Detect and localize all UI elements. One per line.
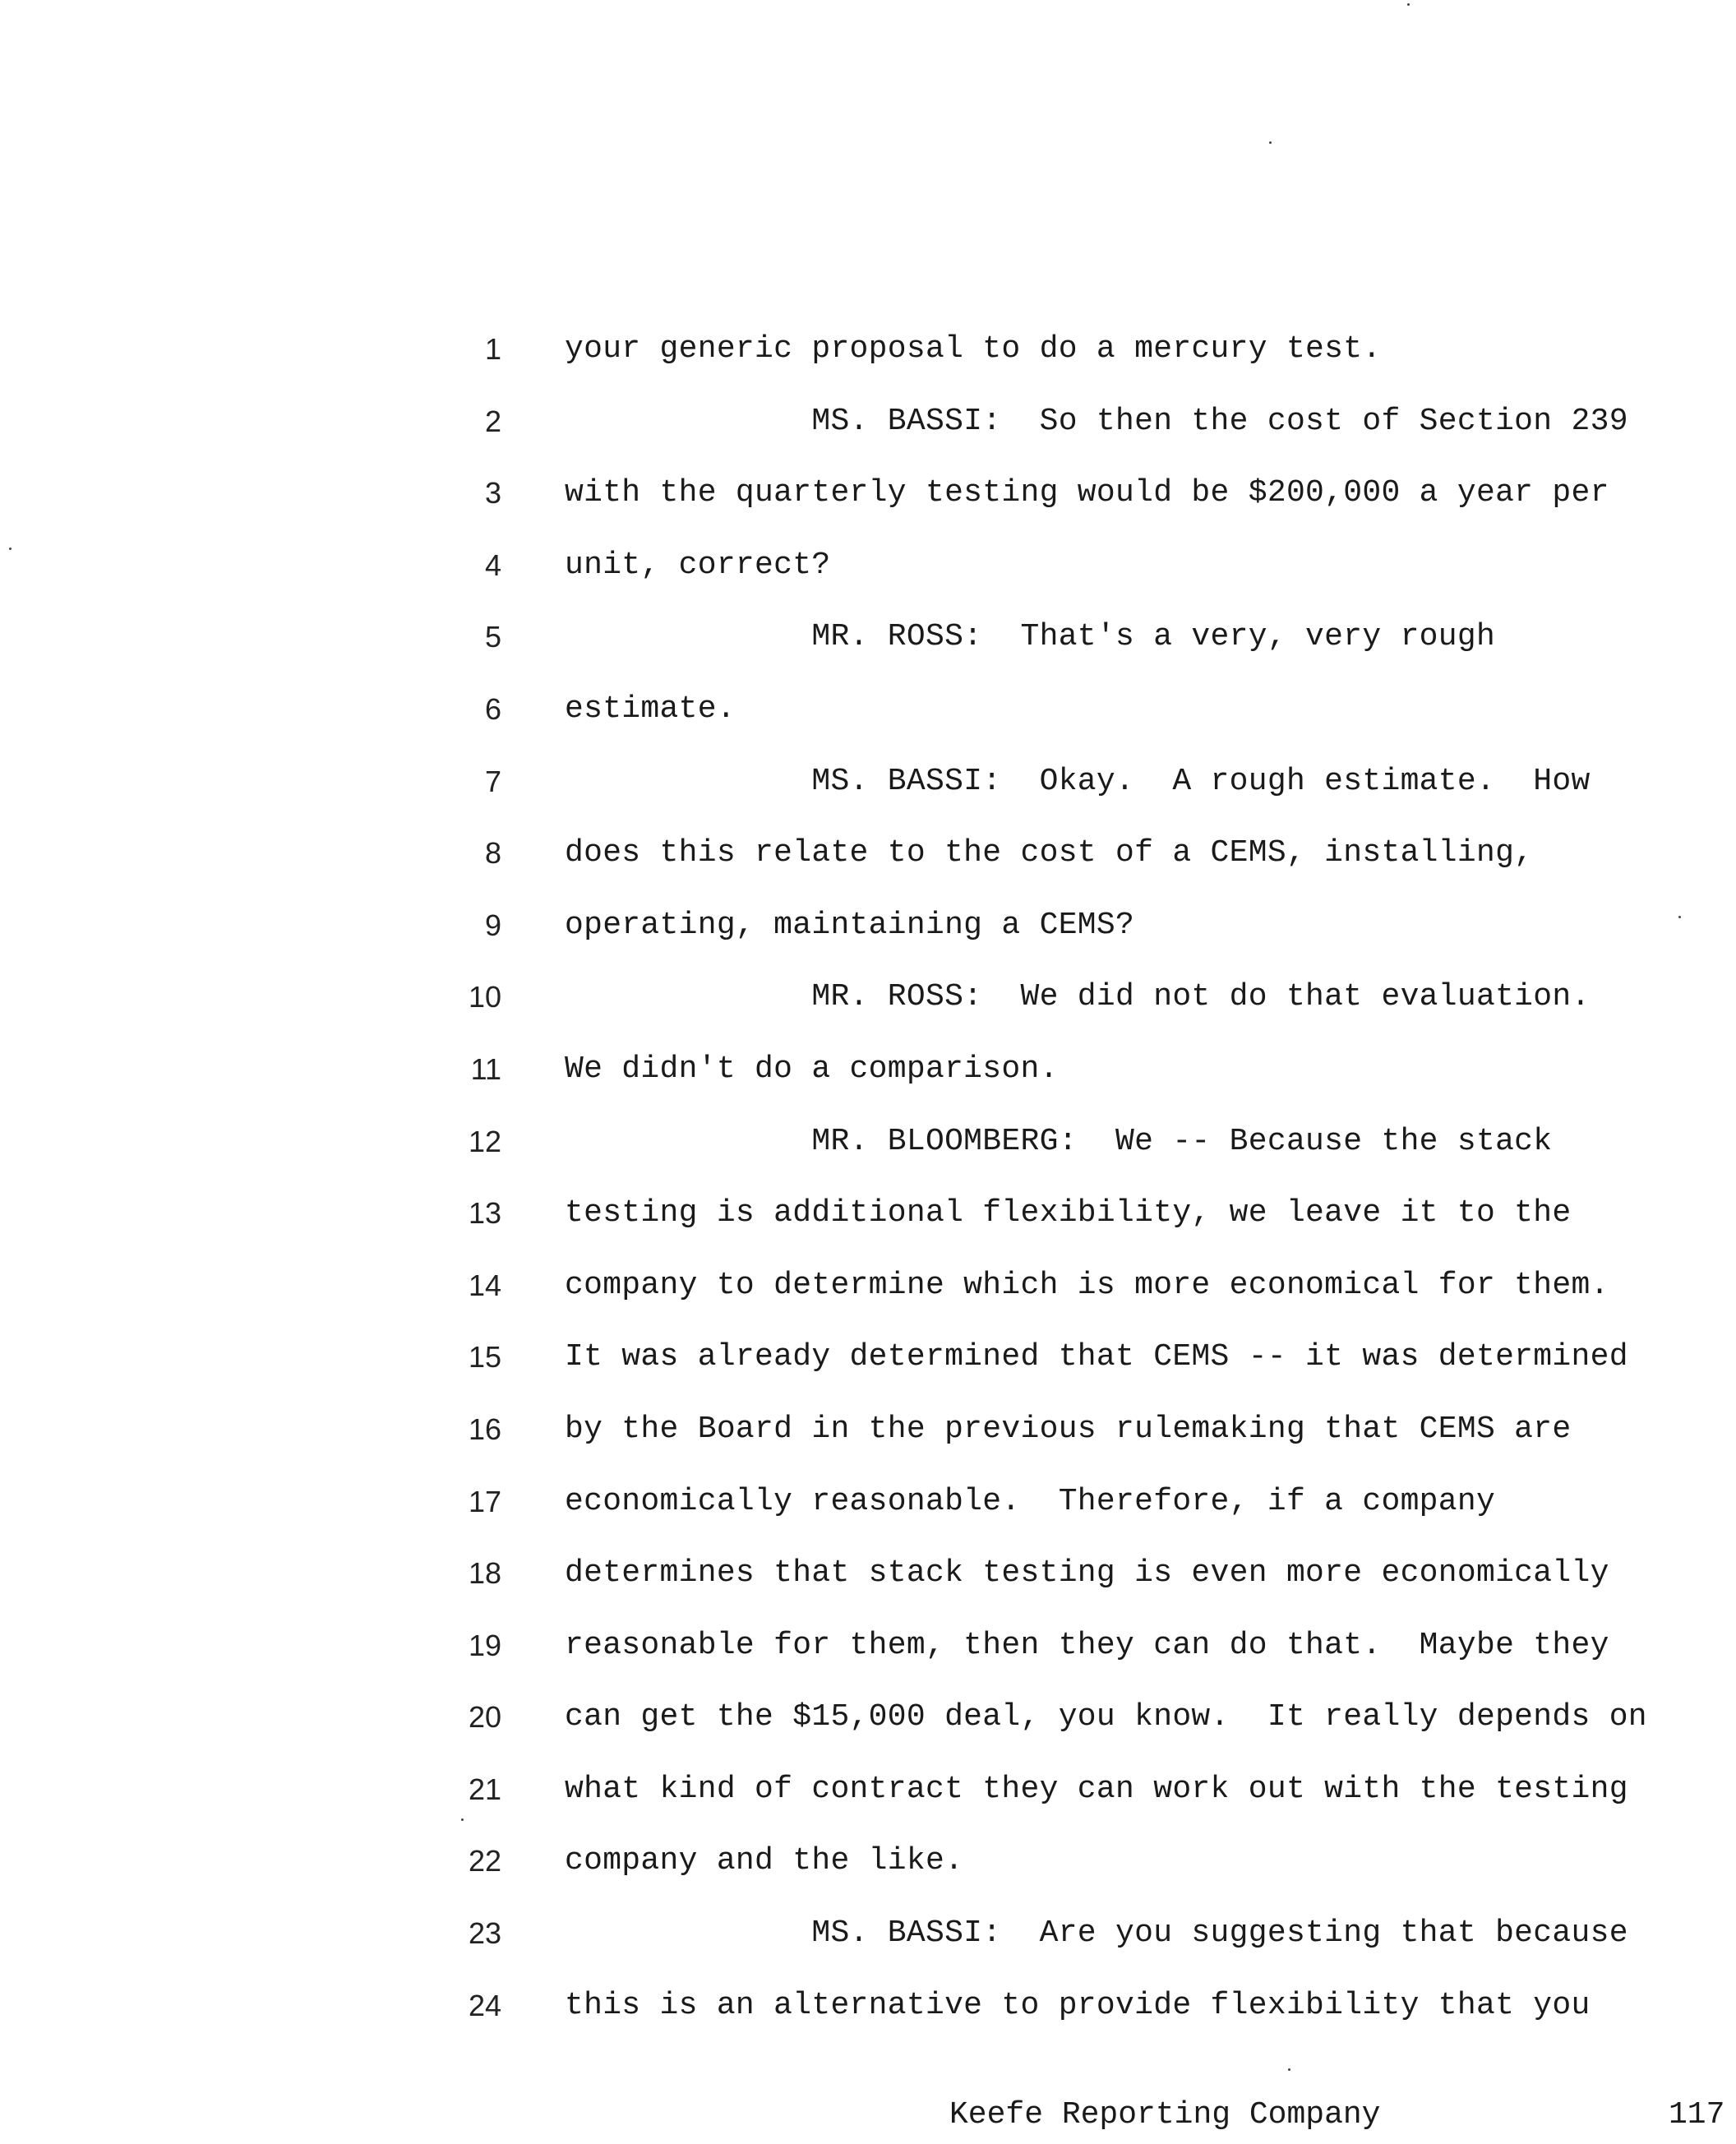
line-text: unit, correct? — [565, 547, 831, 583]
transcript-line — [427, 1837, 1736, 1909]
transcript-line — [427, 469, 1736, 541]
transcript-line — [427, 757, 1736, 829]
line-number: 12 — [468, 1124, 501, 1158]
line-text: MS. BASSI: Okay. A rough estimate. How — [565, 763, 1591, 799]
line-number: 23 — [468, 1916, 501, 1951]
line-number: 17 — [468, 1484, 501, 1518]
line-number: 5 — [484, 620, 501, 654]
transcript-line — [427, 325, 1736, 397]
line-text: what kind of contract they can work out with the testing — [565, 1771, 1628, 1807]
line-number: 11 — [470, 1051, 501, 1086]
line-number: 9 — [484, 908, 501, 942]
transcript-line — [427, 973, 1736, 1045]
transcript-line — [427, 1909, 1736, 1981]
transcript-line — [427, 1333, 1736, 1405]
transcript-line — [427, 1045, 1736, 1117]
line-text: reasonable for them, then they can do that. Maybe they — [565, 1627, 1609, 1663]
transcript-body — [427, 325, 1736, 2053]
transcript-line — [427, 541, 1736, 613]
line-text: by the Board in the previous rulemaking that CEMS are — [565, 1411, 1572, 1447]
transcript-line — [427, 397, 1736, 469]
transcript-line — [427, 1117, 1736, 1190]
line-text: can get the $15,000 deal, you know. It really depends on — [565, 1699, 1647, 1735]
line-number: 15 — [468, 1340, 501, 1375]
line-number: 22 — [468, 1844, 501, 1878]
line-number: 19 — [468, 1628, 501, 1662]
line-number: 16 — [468, 1412, 501, 1446]
line-text: company to determine which is more economical for them. — [565, 1267, 1609, 1303]
transcript-line — [427, 1693, 1736, 1765]
scan-speck — [1678, 916, 1681, 918]
page-number: 117 — [1669, 2097, 1725, 2132]
transcript-line — [427, 1549, 1736, 1621]
line-text: MS. BASSI: Are you suggesting that because — [565, 1915, 1628, 1952]
transcript-line — [427, 1189, 1736, 1261]
line-number: 24 — [468, 1988, 501, 2022]
line-number: 1 — [484, 332, 501, 366]
line-number: 18 — [468, 1556, 501, 1591]
line-text: MR. ROSS: We did not do that evaluation. — [565, 979, 1591, 1015]
transcript-line — [427, 1261, 1736, 1333]
line-number: 6 — [484, 691, 501, 726]
line-text: MR. BLOOMBERG: We -- Because the stack — [565, 1123, 1553, 1159]
line-number: 8 — [484, 836, 501, 871]
reporting-company-name: Keefe Reporting Company — [949, 2097, 1381, 2132]
line-text: MR. ROSS: That's a very, very rough — [565, 619, 1496, 655]
line-number: 2 — [484, 404, 501, 438]
scan-speck — [1288, 2068, 1290, 2071]
page-footer — [0, 2095, 1736, 2136]
transcript-line — [427, 1981, 1736, 2054]
scan-speck — [1269, 141, 1272, 144]
scan-speck — [9, 548, 12, 550]
line-text: We didn't do a comparison. — [565, 1051, 1059, 1087]
line-text: testing is additional flexibility, we leave it to the — [565, 1195, 1572, 1231]
transcript-line — [427, 901, 1736, 973]
line-text: MS. BASSI: So then the cost of Section 239 — [565, 403, 1628, 439]
transcript-line — [427, 1621, 1736, 1693]
line-text: your generic proposal to do a mercury test. — [565, 331, 1382, 367]
line-text: company and the like. — [565, 1843, 964, 1879]
line-text: operating, maintaining a CEMS? — [565, 907, 1135, 943]
line-text: does this relate to the cost of a CEMS, installing, — [565, 835, 1534, 871]
line-number: 7 — [484, 764, 501, 798]
scan-speck — [461, 1818, 464, 1821]
transcript-line — [427, 1477, 1736, 1550]
transcript-line — [427, 685, 1736, 757]
transcript-line — [427, 829, 1736, 901]
line-text: this is an alternative to provide flexibility that you — [565, 1987, 1591, 2023]
line-text: estimate. — [565, 691, 736, 727]
line-number: 20 — [468, 1700, 501, 1735]
line-number: 21 — [468, 1772, 501, 1806]
transcript-line — [427, 1405, 1736, 1477]
line-number: 14 — [468, 1268, 501, 1302]
line-text: with the quarterly testing would be $200,000 a year per — [565, 475, 1609, 511]
line-text: determines that stack testing is even more economically — [565, 1555, 1609, 1592]
transcript-line — [427, 612, 1736, 685]
line-text: It was already determined that CEMS -- it was determined — [565, 1339, 1628, 1375]
line-number: 3 — [484, 476, 501, 511]
line-number: 10 — [468, 980, 501, 1014]
transcript-line — [427, 1765, 1736, 1837]
line-text: economically reasonable. Therefore, if a company — [565, 1483, 1496, 1519]
line-number: 4 — [484, 548, 501, 582]
line-number: 13 — [468, 1196, 501, 1231]
scan-speck — [1407, 3, 1410, 6]
